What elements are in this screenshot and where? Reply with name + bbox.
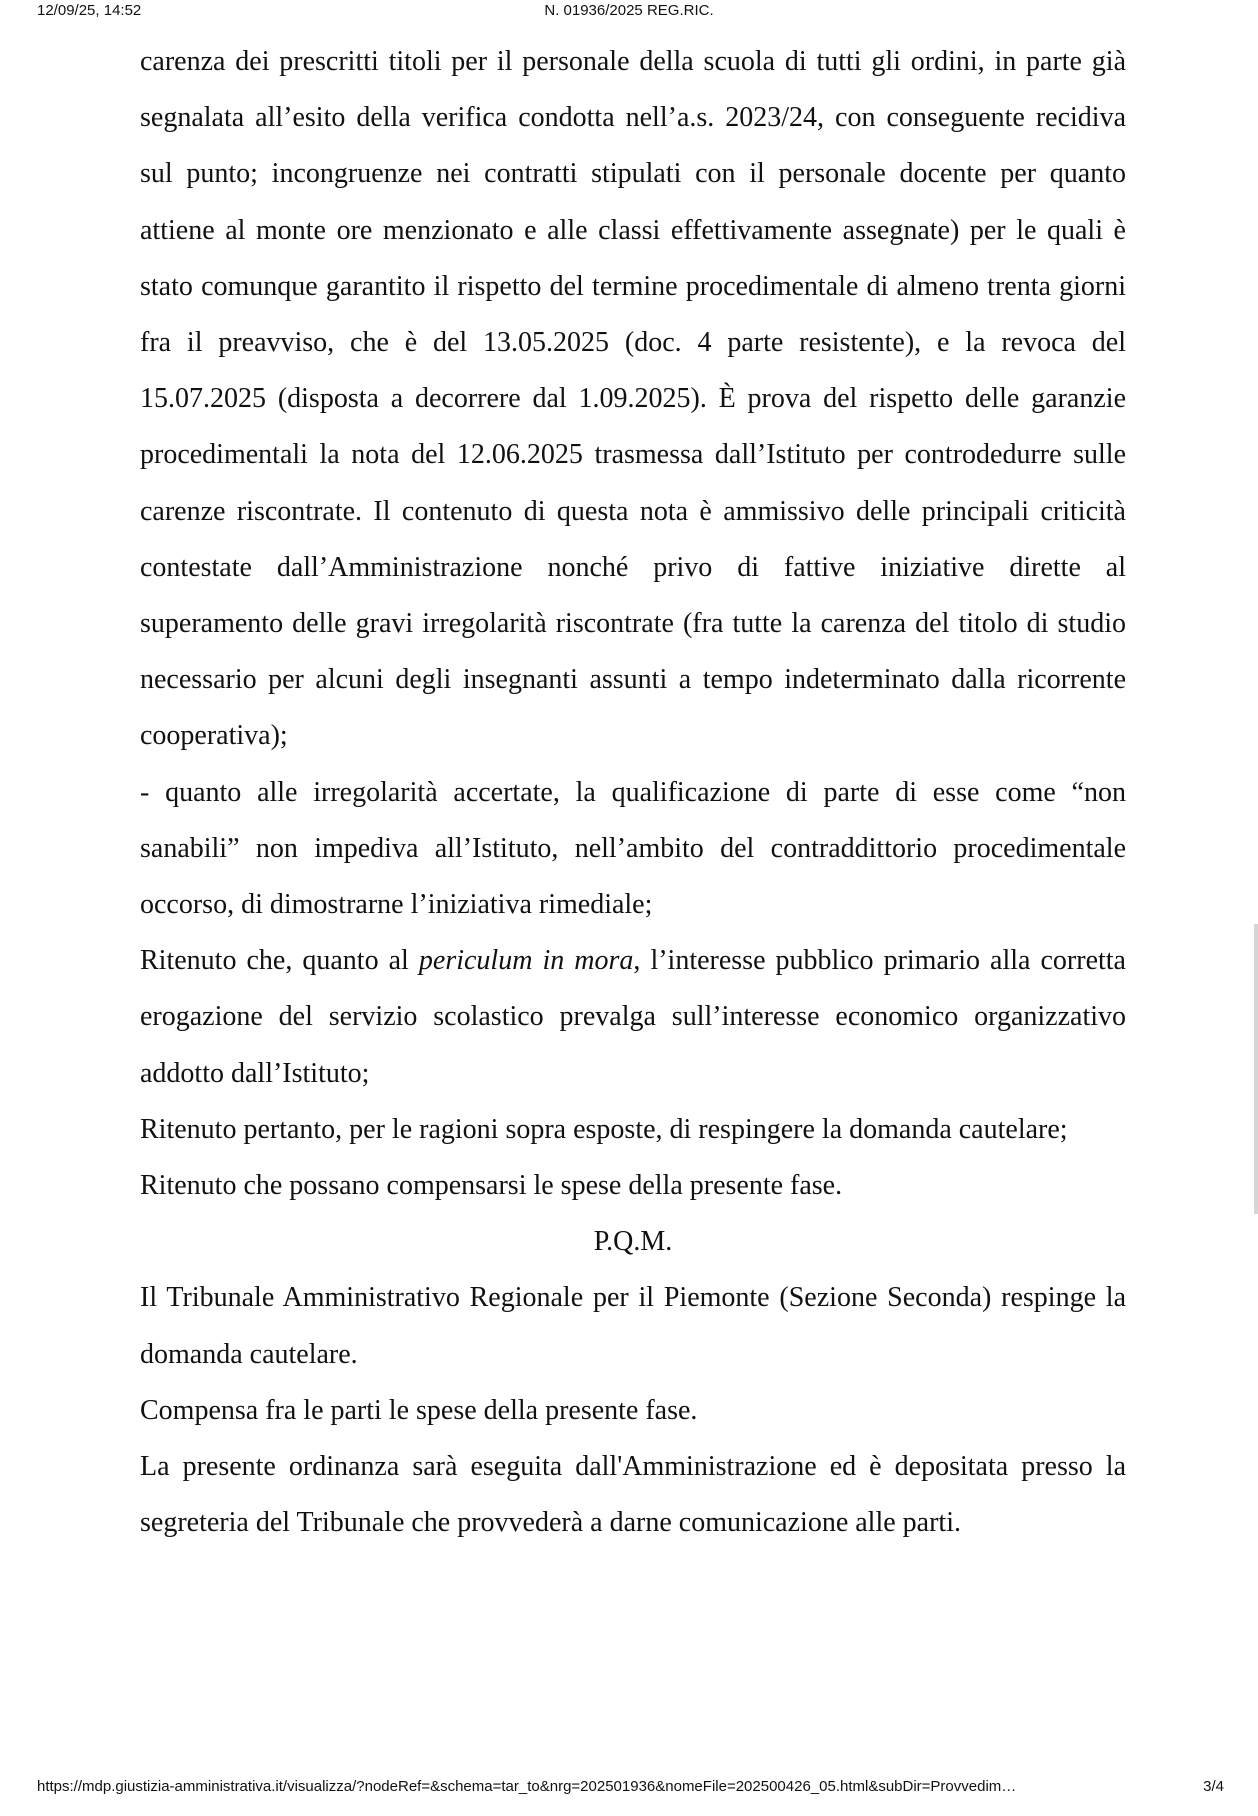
paragraph-2: - quanto alle irregolarità accertate, la qualificazione di parte di esse come “non sanabili” non impediva all’Istituto, nell’ambito del contraddittorio procedimentale occorso, di dimostrarne l’iniziativa rimediale; xyxy=(140,776,1126,921)
paragraph-3-start: Ritenuto che, quanto al xyxy=(140,945,419,977)
paragraph-1: carenza dei prescritti titoli per il personale della scuola di tutti gli ordini, in parte già segnalata all’esito della verifica condotta nell’a.s. 2023/24, con conseguente recidiva sul punto; incongruenze nei contratti stipulati con il personale docente per quanto attiene al monte ore menzionato e alle classi effettivamente assegnate) per le quali è stato comunque garantito il rispetto del termine procedimentale di almeno trenta giorni fra il preavviso, che è del 13.05.2025 (doc. 4 parte resistente), e la revoca del 15.07.2025 (disposta a decorrere dal 1.09.2025). È prova del rispetto delle garanzie procedimentali la nota del 12.06.2025 trasmessa dall’Istituto per controdedurre sulle carenze riscontrate. Il contenuto di questa nota è ammissivo delle principali criticità contestate dall’Amministrazione nonché privo di fattive iniziative dirette al superamento delle gravi irregolarità riscontrate (fra tutte la carenza del titolo di studio necessario per alcuni degli insegnanti assunti a tempo indeterminato dalla ricorrente cooperativa); xyxy=(140,46,1126,752)
paragraph-7: Compensa fra le parti le spese della presente fase. xyxy=(140,1394,698,1426)
paragraph-3-italic: periculum in mora xyxy=(418,945,634,977)
pqm-heading: P.Q.M. xyxy=(593,1226,673,1258)
paragraph-3 xyxy=(140,933,1126,1102)
print-header xyxy=(0,0,1258,26)
scrollbar[interactable] xyxy=(1254,924,1258,1214)
print-timestamp: 12/09/25, 14:52 xyxy=(37,2,142,19)
paragraph-8: La presente ordinanza sarà eseguita dall'Amministrazione ed è depositata presso la segreteria del Tribunale che provvederà a darne comunicazione alle parti. xyxy=(140,1451,1126,1539)
page-number: 3/4 xyxy=(1203,1778,1224,1795)
document-header-title: N. 01936/2025 REG.RIC. xyxy=(544,2,714,19)
paragraph-5: Ritenuto che possano compensarsi le spese della presente fase. xyxy=(140,1170,843,1202)
document-body xyxy=(140,34,1126,1551)
source-url: https://mdp.giustizia-amministrativa.it/visualizza/?nodeRef=&schema=tar_to&nrg=202501936&nomeFile=202500426_05.html&subDir=Provvedim… xyxy=(37,1778,1017,1795)
paragraph-3-end: , l’interesse pubblico primario alla corretta erogazione del servizio scolastico prevalga sull’interesse economico organizzativo addotto dall’Istituto; xyxy=(140,945,1126,1089)
paragraph-4: Ritenuto pertanto, per le ragioni sopra esposte, di respingere la domanda cautelare; xyxy=(140,1113,1068,1145)
paragraph-6: Il Tribunale Amministrativo Regionale per il Piemonte (Sezione Seconda) respinge la domanda cautelare. xyxy=(140,1282,1126,1370)
print-footer xyxy=(0,1776,1258,1802)
